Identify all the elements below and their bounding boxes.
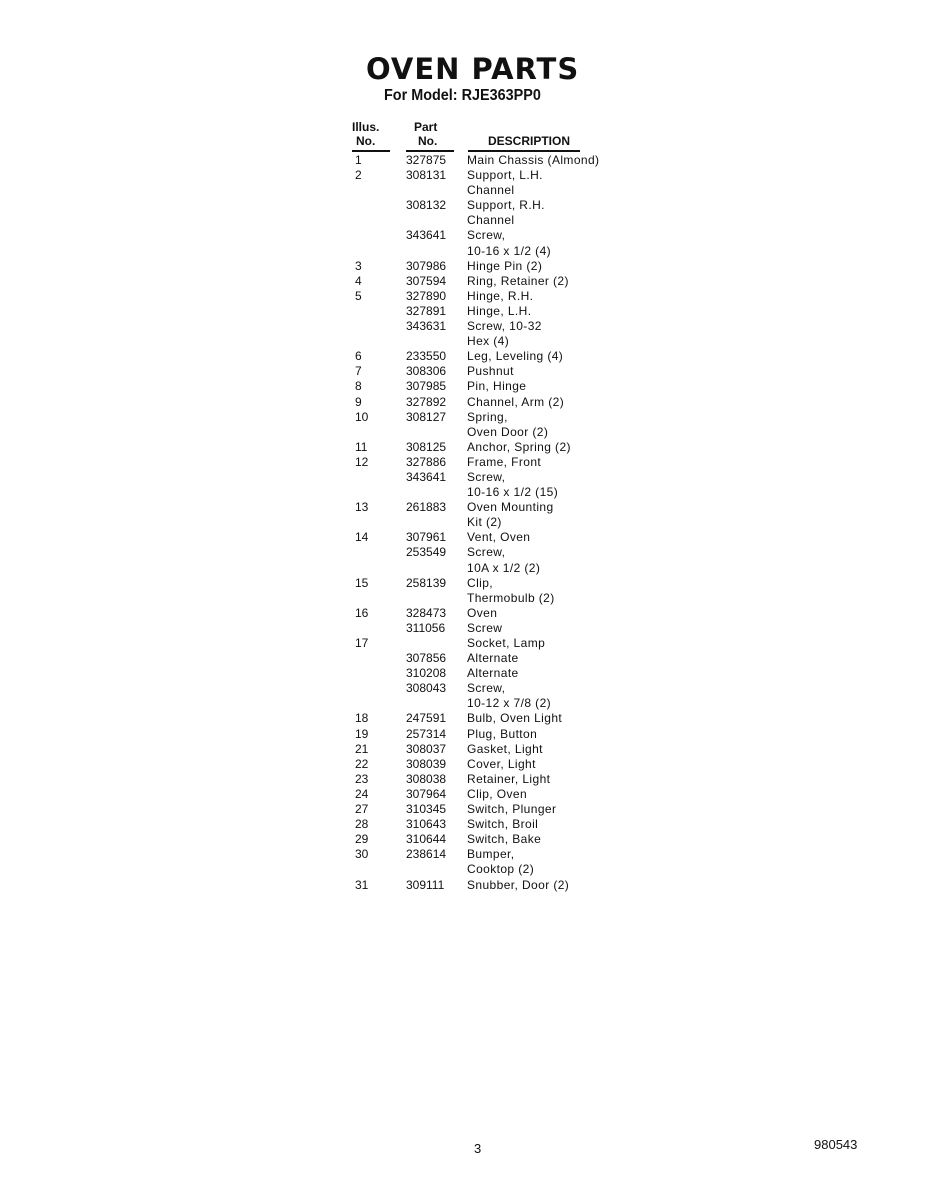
part-description: Hinge Pin (2) — [467, 258, 543, 273]
illus-number: 21 — [355, 741, 369, 756]
part-description: Gasket, Light — [467, 741, 543, 756]
illus-number: 12 — [355, 454, 369, 469]
header-part-line1: Part — [414, 120, 438, 134]
part-number: 328473 — [406, 605, 447, 620]
document-code: 980543 — [814, 1137, 858, 1152]
illus-number: 22 — [355, 756, 369, 771]
part-description: Screw, 10-32 — [467, 319, 542, 334]
table-row — [0, 757, 948, 772]
part-description: Snubber, Door (2) — [467, 877, 570, 892]
part-description: Pin, Hinge — [467, 379, 527, 394]
table-row — [0, 787, 948, 802]
table-row — [0, 395, 948, 410]
table-row — [0, 530, 948, 545]
illus-number: 7 — [355, 364, 362, 379]
part-description: Screw, — [467, 681, 506, 696]
part-number: 343631 — [406, 319, 447, 334]
illus-number: 8 — [355, 379, 362, 394]
table-row — [0, 817, 948, 832]
table-row — [0, 576, 948, 591]
illus-number: 4 — [355, 273, 362, 288]
part-number: 310644 — [406, 832, 447, 847]
part-number: 343641 — [406, 228, 447, 243]
part-description: Socket, Lamp — [467, 636, 546, 650]
parts-table — [0, 153, 948, 893]
part-number: 253549 — [406, 545, 447, 560]
table-row — [0, 379, 948, 394]
part-number: 257314 — [406, 726, 447, 741]
part-description: Bumper, — [467, 847, 515, 862]
part-number: 233550 — [406, 349, 447, 364]
illus-number: 27 — [355, 802, 369, 817]
table-row — [0, 198, 948, 213]
part-description: Cooktop (2) — [467, 862, 535, 877]
table-row — [0, 289, 948, 304]
part-description: Vent, Oven — [467, 530, 531, 545]
table-row — [0, 878, 948, 893]
table-row — [0, 711, 948, 726]
part-number: 310345 — [406, 802, 447, 817]
table-row — [0, 183, 948, 198]
part-number: 307856 — [406, 651, 447, 666]
part-description: Hex (4) — [467, 334, 510, 349]
part-number: 307594 — [406, 273, 447, 288]
table-row — [0, 651, 948, 666]
part-description: Screw — [467, 620, 503, 635]
table-row — [0, 259, 948, 274]
part-description: Screw, — [467, 469, 506, 484]
header-rule-description — [468, 150, 580, 152]
part-description: Spring, — [467, 409, 508, 424]
page-number: 3 — [474, 1141, 482, 1156]
table-row — [0, 772, 948, 787]
part-number: 261883 — [406, 500, 447, 515]
part-description: Main Chassis (Almond) — [467, 153, 600, 167]
table-row — [0, 425, 948, 440]
illus-number: 29 — [355, 832, 369, 847]
part-description: Oven Mounting — [467, 500, 554, 515]
part-number: 327886 — [406, 454, 447, 469]
part-number: 308037 — [406, 741, 447, 756]
table-row — [0, 168, 948, 183]
part-description: Oven Door (2) — [467, 424, 549, 439]
part-description: 10-16 x 1/2 (4) — [467, 243, 552, 258]
part-description: Alternate — [467, 651, 519, 666]
table-row — [0, 485, 948, 500]
part-description: Clip, Oven — [467, 786, 528, 801]
part-number: 310208 — [406, 666, 447, 681]
illus-number: 6 — [355, 349, 362, 364]
illus-number: 17 — [355, 636, 369, 650]
table-row — [0, 274, 948, 289]
part-description: Switch, Plunger — [467, 802, 557, 817]
table-row — [0, 500, 948, 515]
part-number: 247591 — [406, 711, 447, 726]
table-row — [0, 696, 948, 711]
part-description: Leg, Leveling (4) — [467, 349, 564, 364]
table-row — [0, 515, 948, 530]
illus-number: 24 — [355, 786, 369, 801]
part-description: Hinge, L.H. — [467, 303, 532, 318]
part-description: Ring, Retainer (2) — [467, 273, 569, 288]
illus-number: 19 — [355, 726, 369, 741]
part-description: Anchor, Spring (2) — [467, 439, 571, 454]
illus-number: 30 — [355, 847, 369, 862]
part-description: 10-16 x 1/2 (15) — [467, 485, 559, 500]
part-number: 308125 — [406, 439, 447, 454]
table-row — [0, 621, 948, 636]
part-description: Channel — [467, 213, 515, 228]
part-description: Oven — [467, 605, 498, 620]
illus-number: 2 — [355, 168, 362, 183]
table-row — [0, 364, 948, 379]
table-row — [0, 304, 948, 319]
part-description: Switch, Broil — [467, 817, 539, 832]
table-row — [0, 727, 948, 742]
part-description: Cover, Light — [467, 756, 536, 771]
part-number: 308043 — [406, 681, 447, 696]
part-description: Pushnut — [467, 364, 514, 379]
part-number: 327892 — [406, 394, 447, 409]
header-illus-line2: No. — [356, 134, 376, 148]
part-number: 308127 — [406, 409, 447, 424]
table-row — [0, 681, 948, 696]
part-description: Thermobulb (2) — [467, 590, 555, 605]
table-row — [0, 228, 948, 243]
header-part-line2: No. — [418, 134, 438, 148]
illus-number: 23 — [355, 771, 369, 786]
part-description: Bulb, Oven Light — [467, 711, 563, 726]
table-row — [0, 244, 948, 259]
part-number: 308306 — [406, 364, 447, 379]
header-rule-illus — [352, 150, 390, 152]
table-row — [0, 591, 948, 606]
part-number: 308131 — [406, 168, 447, 183]
table-row — [0, 470, 948, 485]
part-description: Kit (2) — [467, 515, 502, 530]
part-description: Frame, Front — [467, 454, 542, 469]
table-row — [0, 440, 948, 455]
part-description: 10-12 x 7/8 (2) — [467, 696, 552, 711]
part-number: 307964 — [406, 786, 447, 801]
part-number: 309111 — [406, 877, 445, 892]
part-description: Channel — [467, 183, 515, 198]
header-rule-part — [406, 150, 454, 152]
illus-number: 18 — [355, 711, 369, 726]
part-number: 327890 — [406, 288, 447, 303]
illus-number: 16 — [355, 605, 369, 620]
part-description: Retainer, Light — [467, 771, 551, 786]
table-row — [0, 742, 948, 757]
part-number: 327875 — [406, 153, 447, 167]
part-description: Hinge, R.H. — [467, 288, 534, 303]
part-number: 308039 — [406, 756, 447, 771]
illus-number: 11 — [355, 439, 368, 454]
part-description: Alternate — [467, 666, 519, 681]
part-description: Switch, Bake — [467, 832, 542, 847]
part-number: 308038 — [406, 771, 447, 786]
illus-number: 15 — [355, 575, 369, 590]
illus-number: 28 — [355, 817, 369, 832]
table-row — [0, 213, 948, 228]
table-row — [0, 666, 948, 681]
header-illus-line1: Illus. — [352, 120, 380, 134]
part-description: Support, R.H. — [467, 198, 545, 213]
table-row — [0, 561, 948, 576]
part-number: 307986 — [406, 258, 447, 273]
table-row — [0, 802, 948, 817]
table-row — [0, 847, 948, 862]
illus-number: 3 — [355, 258, 362, 273]
table-row — [0, 319, 948, 334]
illus-number: 10 — [355, 409, 369, 424]
table-row — [0, 153, 948, 168]
part-number: 307985 — [406, 379, 447, 394]
illus-number: 1 — [355, 153, 362, 167]
illus-number: 31 — [355, 877, 369, 892]
part-description: Screw, — [467, 228, 506, 243]
model-subtitle: For Model: RJE363PP0 — [384, 87, 541, 104]
table-row — [0, 636, 948, 651]
table-row — [0, 606, 948, 621]
table-row — [0, 455, 948, 470]
table-row — [0, 349, 948, 364]
part-number: 327891 — [406, 303, 447, 318]
part-description: Plug, Button — [467, 726, 538, 741]
illus-number: 14 — [355, 530, 369, 545]
part-number: 308132 — [406, 198, 447, 213]
part-number: 258139 — [406, 575, 447, 590]
part-description: Support, L.H. — [467, 168, 543, 183]
header-description: DESCRIPTION — [488, 134, 571, 148]
table-row — [0, 832, 948, 847]
table-row — [0, 862, 948, 877]
part-number: 238614 — [406, 847, 447, 862]
table-row — [0, 410, 948, 425]
part-description: 10A x 1/2 (2) — [467, 560, 541, 575]
table-row — [0, 334, 948, 349]
part-number: 311056 — [406, 620, 446, 635]
illus-number: 9 — [355, 394, 362, 409]
part-description: Channel, Arm (2) — [467, 394, 565, 409]
part-number: 310643 — [406, 817, 447, 832]
page-title: OVEN PARTS — [366, 52, 580, 86]
part-description: Clip, — [467, 575, 494, 590]
part-number: 343641 — [406, 469, 447, 484]
illus-number: 5 — [355, 288, 362, 303]
part-description: Screw, — [467, 545, 506, 560]
illus-number: 13 — [355, 500, 369, 515]
part-number: 307961 — [406, 530, 447, 545]
table-row — [0, 545, 948, 560]
